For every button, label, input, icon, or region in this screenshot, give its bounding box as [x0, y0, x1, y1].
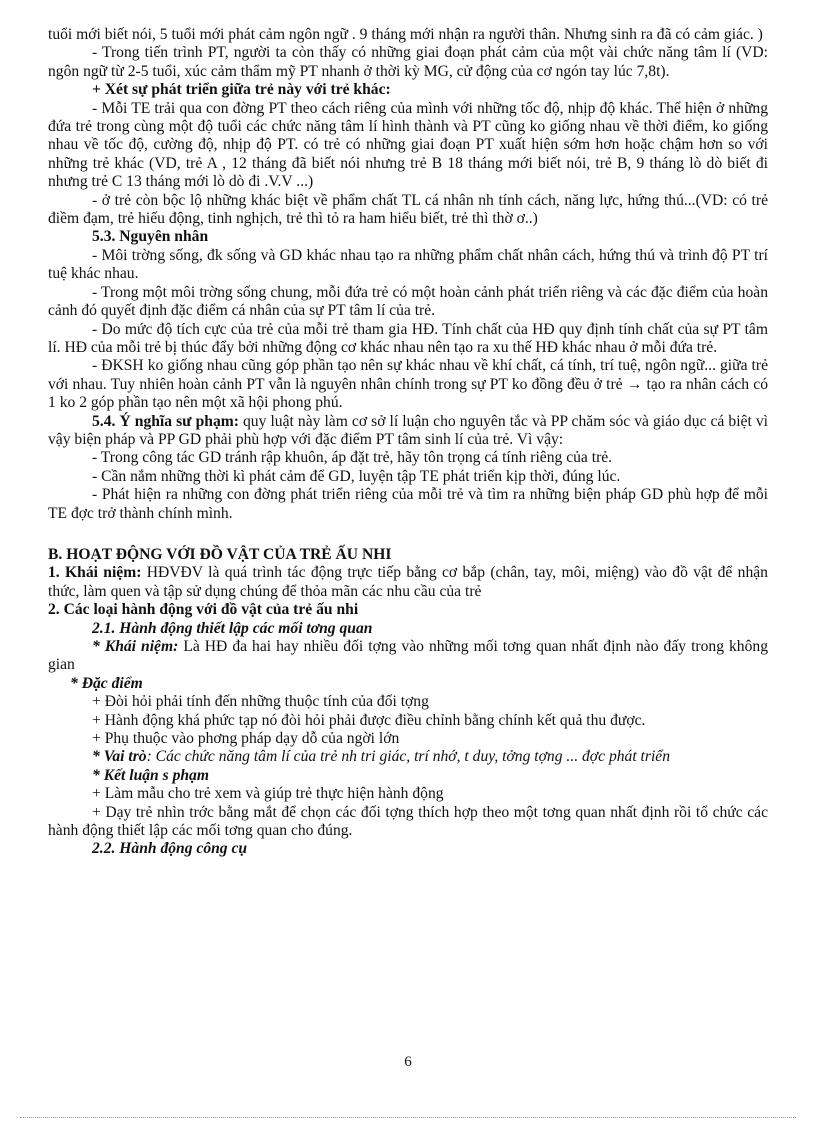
document-page [48, 26, 768, 859]
paragraph: - Trong một môi trờng sống chung, mỗi đứa trẻ có một hoàn cảnh phát triển riêng và các đặc điểm của hoàn cảnh đó quyết định đặc điểm cá nhân của sự PT tâm lí của trẻ. [48, 283, 768, 320]
list-item: - Phát hiện ra những con đờng phát triển riêng của mỗi trẻ và tìm ra những biện pháp GD phù hợp để mỗi TE đợc trở thành chính mình. [48, 486, 768, 522]
paragraph: - ở trẻ còn bộc lộ những khác biệt về phẩm chất TL cá nhân nh tính cách, năng lực, hứng thú...(VD: có trẻ điềm đạm, trẻ hiếu động, tinh nghịch, trẻ thì tỏ ra ham hiểu biết, trẻ thì thờ ơ..) [48, 191, 768, 228]
paragraph: - Trong tiến trình PT, người ta còn thấy có những giai đoạn phát cảm của một vài chức năng tâm lí (VD: ngôn ngữ từ 2-5 tuổi, xúc cảm thẩm mỹ PT nhanh ở thời kỳ MG, cử động của cơ ngón tay lúc 7,8t). [48, 44, 768, 80]
paragraph: tuổi mới biết nói, 5 tuổi mới phát cảm ngôn ngữ . 9 tháng mới nhận ra người thân. Nhưng sinh ra đã có cảm giác. ) [48, 26, 763, 43]
section-heading: 2. Các loại hành động với đồ vật của trẻ ấu nhi [48, 601, 359, 619]
section-heading: 5.4. Ý nghĩa sư phạm: [92, 412, 239, 430]
paragraph: - ĐKSH ko giống nhau cũng góp phần tạo nên sự khác nhau về khí chất, cá tính, trí tuệ, ngôn ngữ... giữa trẻ với nhau. Tuy nhiên hoàn cảnh PT vẫn là nguyên nhân chính trong sự PT ko đồng đều ở trẻ → tạo ra nhân cách có 1 ko 2 góp phần tạo nên một xã hội phong phú. [48, 357, 768, 412]
list-item: + Phụ thuộc vào phơng pháp dạy dỗ của ngời lớn [92, 730, 400, 748]
page-number: 6 [404, 1054, 412, 1070]
paragraph [48, 413, 768, 450]
paragraph: - Môi trờng sống, đk sống và GD khác nhau tạo ra những phẩm chất nhân cách, hứng thú và trình độ PT trí tuệ khác nhau. [48, 246, 768, 283]
subsection-heading: 2.1. Hành động thiết lập các mối tơng quan [92, 619, 373, 637]
list-item: + Dạy trẻ nhìn trớc bằng mắt để chọn các đối tợng thích hợp theo một tơng quan nhất định rồi tổ chức các hành động thiết lập các mối tơng quan cho đúng. [48, 803, 768, 840]
paragraph-text: Là HĐ đa hai hay nhiều đối tợng vào những mối tơng quan nhất định nào đấy trong không gian [48, 638, 768, 674]
page-border-dots [20, 1117, 796, 1118]
paragraph-text: HĐVĐV là quá trình tác động trực tiếp bằng cơ bắp (chân, tay, môi, miệng) vào đồ vật để nhận thức, làm quen và tập sử dụng chúng để thỏa mãn các nhu cầu của trẻ [48, 564, 768, 600]
paragraph [48, 748, 768, 766]
paragraph-text: : Các chức năng tâm lí của trẻ nh tri giác, trí nhớ, t duy, tởng tợng ... đợc phát triển [146, 748, 671, 766]
term-label: * Đặc điểm [70, 674, 143, 692]
section-heading: 5.3. Nguyên nhân [92, 228, 209, 246]
paragraph-text: quy luật này làm cơ sở lí luận cho nguyên tắc và PP chăm sóc và giáo dục cá biệt vì vậy biện pháp và PP GD phải phù hợp với đặc điểm PT tâm sinh lí của trẻ. Vì vậy: [48, 412, 768, 448]
paragraph [48, 564, 768, 601]
term-label: * Khái niệm: [92, 638, 179, 655]
chapter-heading: B. HOẠT ĐỘNG VỚI ĐỒ VẬT CỦA TRẺ ẤU NHI [48, 545, 392, 563]
term-label: * Vai trò [92, 748, 147, 766]
subsection-heading: 2.2. Hành động công cụ [92, 840, 248, 858]
list-item: + Hành động khá phức tạp nó đòi hỏi phải được điều chỉnh bằng chính kết quả thu được. [92, 711, 646, 729]
paragraph: - Mỗi TE trải qua con đờng PT theo cách riêng của mình với những tốc độ, nhịp độ khác. Thể hiện ở những đứa trẻ trong cùng một độ tuổi các chức năng tâm lí hình thành và PT cũng ko giống nhau về thời điểm, ko giống nhau về tốc độ, cường độ, nhịp độ PT. có trẻ có những giai đoạn PT xuất hiện sớm hơn hoặc chậm hơn so với những trẻ khác (VD, trẻ A , 12 tháng đã biết nói nhưng trẻ B 18 tháng mới biết nói, trẻ B, 9 tháng lò dò biết đi nhưng trẻ C 13 tháng mới lò dò đi .V.V ...) [48, 99, 768, 191]
list-item: + Đòi hỏi phải tính đến những thuộc tính của đối tợng [92, 693, 429, 711]
paragraph [48, 638, 768, 675]
list-item: - Cần nắm những thời kì phát cảm để GD, luyện tập TE phát triển kịp thời, đúng lúc. [92, 467, 621, 485]
subheading: + Xét sự phát triển giữa trẻ này với trẻ khác: [92, 81, 391, 99]
term-label: * Kết luận s phạm [92, 766, 209, 784]
section-heading: 1. Khái niệm: [48, 564, 142, 582]
list-item: + Làm mẫu cho trẻ xem và giúp trẻ thực hiện hành động [92, 785, 444, 803]
paragraph: - Do mức độ tích cực của trẻ của mỗi trẻ tham gia HĐ. Tính chất của HĐ quy định tính chất của sự PT tâm lí. HĐ của mỗi trẻ bị thúc đẩy bởi những động cơ khác nhau nên tạo ra xu thế HĐ khác nhau ở mỗi đứa trẻ. [48, 320, 768, 356]
list-item: - Trong công tác GD tránh rập khuôn, áp đặt trẻ, hãy tôn trọng cá tính riêng của trẻ. [92, 449, 613, 467]
